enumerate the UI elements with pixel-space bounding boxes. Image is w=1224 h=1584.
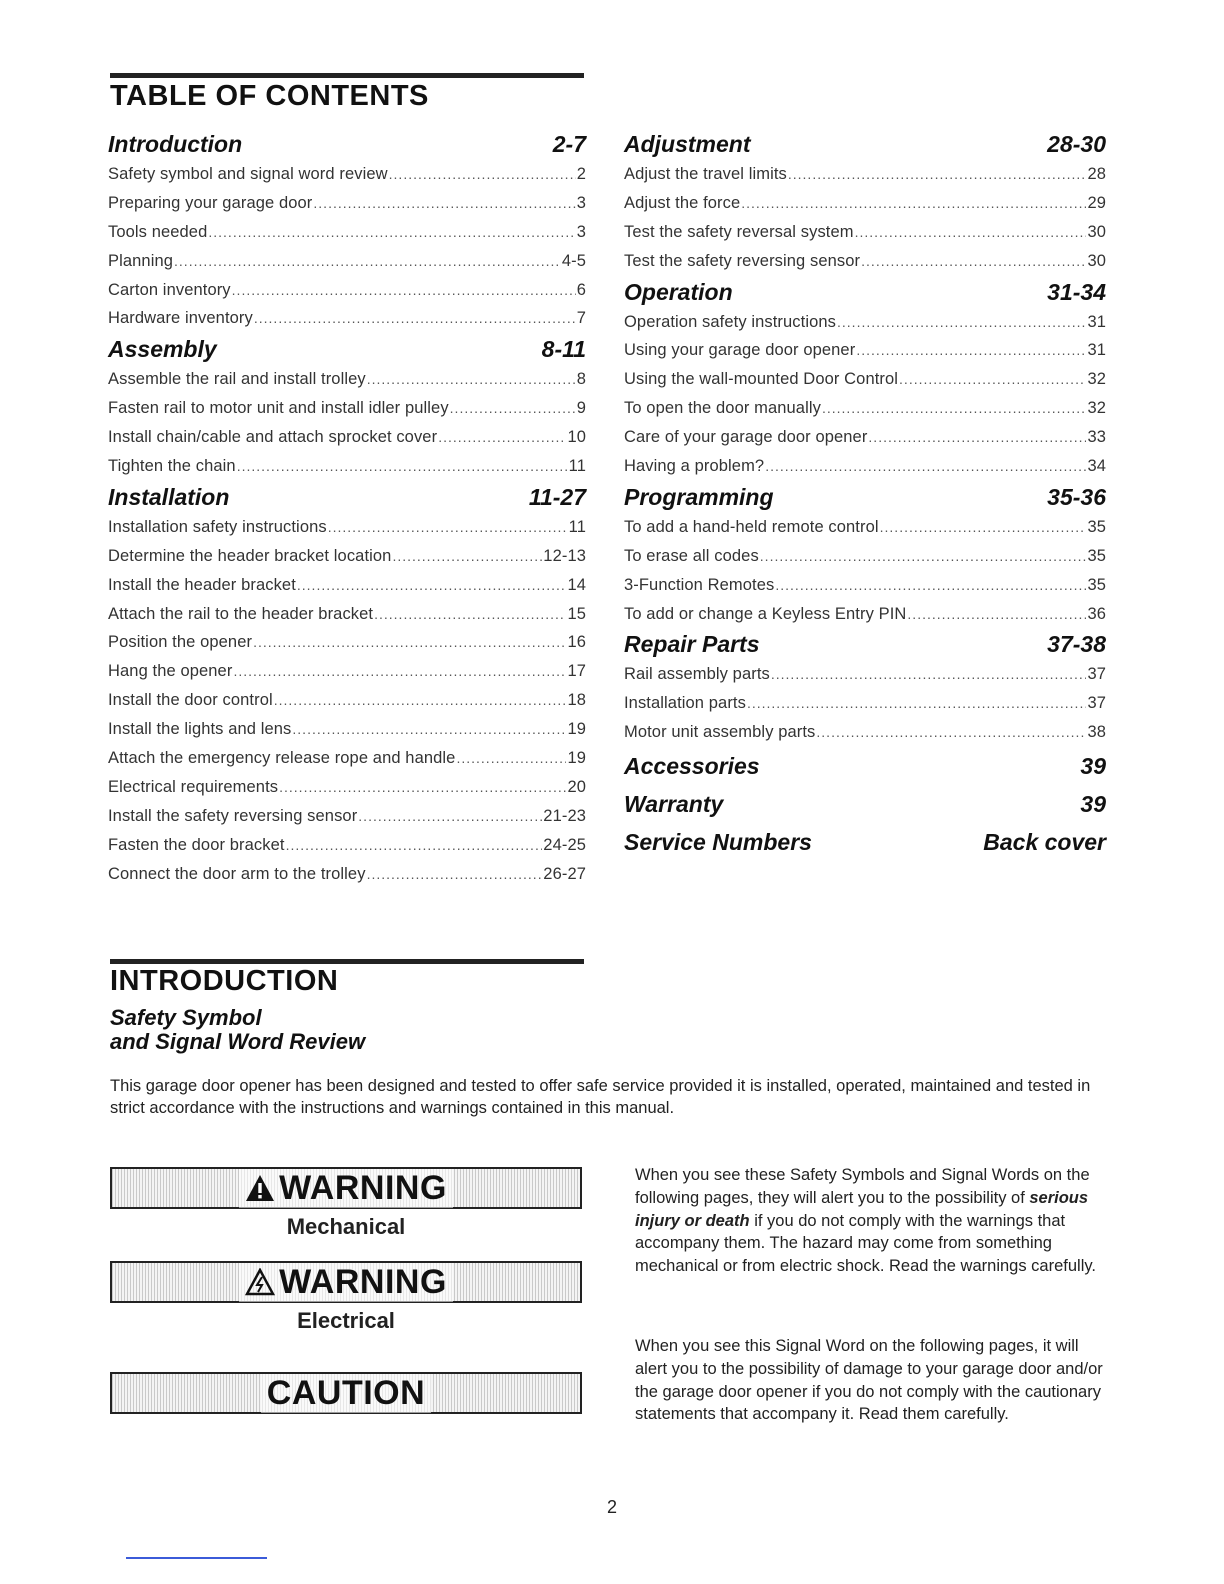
- toc-entry-text: Adjust the travel limits: [624, 165, 787, 183]
- toc-entry-page: 3: [576, 222, 586, 241]
- toc-entry-text: Hang the opener: [108, 662, 233, 681]
- toc-entry: [108, 513, 586, 542]
- toc-dot-leader: [208, 218, 575, 247]
- toc-dot-leader: [456, 744, 566, 773]
- toc-entry-text: 3-Function Remotes: [624, 575, 775, 594]
- toc-section-installation: [108, 481, 586, 513]
- toc-entry-page: 29: [1087, 193, 1106, 212]
- toc-dot-leader: [237, 452, 568, 481]
- toc-title: TABLE OF CONTENTS: [110, 80, 429, 112]
- toc-entry-text: Install chain/cable and attach sprocket cover: [108, 428, 438, 447]
- toc-entry-page: 33: [1087, 428, 1106, 447]
- toc-section-pages: 31-34: [1047, 278, 1106, 305]
- toc-entry-text: Test the safety reversal system: [624, 222, 854, 241]
- toc-entry: [108, 831, 586, 860]
- toc-entry: [624, 689, 1106, 718]
- toc-section-title: Assembly: [108, 336, 217, 363]
- toc-entry: [624, 660, 1106, 689]
- toc-entry-text: Adjust the force: [624, 193, 741, 212]
- toc-dot-leader: [837, 308, 1086, 337]
- toc-dot-leader: [392, 542, 542, 571]
- toc-entry-text: Safety symbol and signal word review: [108, 165, 388, 183]
- toc-entry-page: 31: [1087, 312, 1106, 331]
- toc-left-column: [108, 128, 586, 888]
- toc-entry-page: 10: [567, 428, 586, 447]
- toc-entry: [108, 542, 586, 571]
- toc-entry: [624, 218, 1106, 247]
- toc-entry-page: 34: [1087, 457, 1106, 476]
- toc-dot-leader: [747, 689, 1086, 718]
- toc-entry: [108, 571, 586, 600]
- toc-entry: [108, 247, 586, 276]
- toc-entry: [624, 336, 1106, 365]
- toc-entry-page: 28: [1087, 165, 1106, 183]
- toc-entry-text: Attach the rail to the header bracket: [108, 604, 374, 623]
- page-number: 2: [606, 1497, 617, 1517]
- toc-entry-text: Assemble the rail and install trolley: [108, 370, 366, 389]
- toc-entry-page: 19: [567, 720, 586, 739]
- toc-section-title: Installation: [108, 483, 230, 510]
- toc-section-title: Programming: [624, 483, 774, 510]
- toc-section-programming: [624, 481, 1106, 513]
- toc-dot-leader: [856, 336, 1086, 365]
- toc-entry-text: Rail assembly parts: [624, 665, 770, 684]
- toc-section-pages: 35-36: [1047, 483, 1106, 510]
- toc-dot-leader: [328, 513, 568, 542]
- toc-entry: [624, 718, 1106, 747]
- footer-line: [126, 1557, 267, 1559]
- toc-entry-text: Using the wall-mounted Door Control: [624, 370, 899, 389]
- toc-dot-leader: [358, 802, 542, 831]
- toc-entry: [108, 600, 586, 629]
- toc-entry-text: Motor unit assembly parts: [624, 723, 816, 742]
- toc-dot-leader: [861, 247, 1086, 276]
- toc-section-introduction: [108, 128, 586, 160]
- toc-entry-text: Operation safety instructions: [624, 312, 837, 331]
- toc-entry-page: 14: [567, 575, 586, 594]
- toc-dot-leader: [389, 160, 576, 189]
- toc-entry: [624, 160, 1106, 189]
- toc-entry-page: 35: [1087, 546, 1106, 565]
- toc-dot-leader: [367, 365, 576, 394]
- toc-section-assembly: [108, 333, 586, 365]
- toc-entry-text: Installation parts: [624, 694, 746, 713]
- warning-caption-mechanical: Mechanical: [286, 1214, 406, 1239]
- toc-section-pages: 11-27: [528, 483, 586, 510]
- toc-dot-leader: [174, 247, 561, 276]
- toc-entry-text: Using your garage door opener: [624, 341, 856, 360]
- toc-entry-page: 37: [1087, 694, 1106, 713]
- toc-entry: [108, 394, 586, 423]
- toc-section-accessories: [624, 747, 1106, 785]
- toc-entry-text: Care of your garage door opener: [624, 428, 868, 447]
- toc-dot-leader: [907, 600, 1086, 629]
- toc-section-pages: 2-7: [552, 131, 586, 157]
- toc-entry-text: Connect the door arm to the trolley: [108, 864, 366, 883]
- toc-dot-leader: [253, 628, 566, 657]
- toc-entry-page: 12-13: [543, 546, 586, 565]
- toc-section-title: Introduction: [108, 131, 243, 157]
- toc-entry-text: To open the door manually: [624, 399, 821, 418]
- toc-section-title: Warranty: [624, 791, 724, 818]
- toc-entry-page: 38: [1087, 723, 1106, 742]
- warning-word-mechanical: WARNING: [279, 1168, 447, 1207]
- serious-injury-emphasis: serious injury or death: [635, 1188, 1089, 1230]
- toc-entry-page: 17: [567, 662, 586, 681]
- toc-entry-page: 35: [1087, 575, 1106, 594]
- toc-section-service-numbers: [624, 823, 1106, 861]
- toc-dot-leader: [816, 718, 1086, 747]
- toc-entry-page: 11: [568, 457, 586, 476]
- toc-dot-leader: [367, 860, 543, 889]
- toc-entry-text: Install the safety reversing sensor: [108, 806, 358, 825]
- toc-entry: [624, 394, 1106, 423]
- toc-dot-leader: [868, 423, 1086, 452]
- toc-entry-page: 6: [576, 280, 586, 299]
- toc-entry: [624, 189, 1106, 218]
- intro-paragraph: This garage door opener has been designed and tested to offer safe service provided it is installed, operated, maintained and tested in strict accordance with the instructions and warnings contained in this manual.: [110, 1077, 1091, 1117]
- toc-entry: [624, 365, 1106, 394]
- toc-entry-page: 18: [567, 691, 586, 710]
- toc-section-title: Accessories: [624, 753, 760, 780]
- toc-dot-leader: [286, 831, 543, 860]
- toc-entry-text: Install the door control: [108, 691, 273, 710]
- toc-dot-leader: [788, 160, 1087, 189]
- toc-dot-leader: [760, 542, 1087, 571]
- toc-entry-page: 8: [576, 370, 586, 389]
- toc-entry-page: 32: [1087, 370, 1106, 389]
- toc-entry: [108, 744, 586, 773]
- toc-entry: [624, 571, 1106, 600]
- toc-entry-page: 11: [568, 517, 586, 536]
- toc-entry: [624, 452, 1106, 481]
- toc-entry-page: 20: [567, 777, 586, 796]
- intro-subtitle-line2: and Signal Word Review: [110, 1029, 366, 1054]
- toc-entry: [108, 773, 586, 802]
- toc-entry: [624, 513, 1106, 542]
- toc-entry: [108, 304, 586, 333]
- toc-dot-leader: [374, 600, 566, 629]
- toc-dot-leader: [313, 189, 575, 218]
- toc-section-title: Service Numbers: [624, 829, 812, 856]
- toc-dot-leader: [855, 218, 1087, 247]
- toc-entry-text: Install the header bracket: [108, 575, 296, 594]
- toc-entry-page: 2: [576, 165, 586, 183]
- toc-entry-text: Determine the header bracket location: [108, 546, 392, 565]
- toc-entry: [108, 365, 586, 394]
- toc-entry-page: 3: [576, 193, 586, 212]
- warning-electrical-box: [110, 1261, 582, 1303]
- toc-entry-text: To add a hand-held remote control: [624, 517, 879, 536]
- toc-entry-text: Tools needed: [108, 222, 208, 241]
- intro-subtitle-line1: Safety Symbol: [110, 1005, 262, 1030]
- caution-explanation: When you see this Signal Word on the following pages, it will alert you to the possibility of damage to your garage door and/or the garage door opener if you do not comply with the cautionary statements that accompany it. Read them carefully.: [635, 1337, 1103, 1424]
- toc-entry-page: 35: [1087, 517, 1106, 536]
- toc-entry-text: Position the opener: [108, 633, 253, 652]
- toc-entry-page: 4-5: [561, 251, 586, 270]
- toc-section-title: Repair Parts: [624, 631, 760, 658]
- toc-entry-page: 21-23: [543, 806, 586, 825]
- toc-entry: [624, 542, 1106, 571]
- toc-section-pages: 39: [1080, 753, 1106, 780]
- toc-entry-page: 19: [567, 749, 586, 768]
- toc-dot-leader: [899, 365, 1086, 394]
- toc-entry: [108, 802, 586, 831]
- toc-entry-text: To erase all codes: [624, 546, 759, 565]
- toc-entry-text: Attach the emergency release rope and handle: [108, 749, 456, 768]
- toc-section-title: Adjustment: [624, 131, 751, 157]
- toc-entry-text: Carton inventory: [108, 280, 231, 299]
- toc-section-adjustment: [624, 128, 1106, 160]
- toc-dot-leader: [232, 276, 576, 305]
- toc-entry: [108, 423, 586, 452]
- toc-dot-leader: [822, 394, 1086, 423]
- toc-section-pages: 37-38: [1047, 631, 1106, 658]
- exclamation-triangle-icon: [245, 1174, 275, 1202]
- toc-entry-page: 31: [1087, 341, 1106, 360]
- toc-entry-text: Hardware inventory: [108, 309, 253, 328]
- warning-word-electrical: WARNING: [279, 1262, 447, 1301]
- toc-entry: [108, 628, 586, 657]
- toc-section-repair-parts: [624, 628, 1106, 660]
- toc-entry: [108, 218, 586, 247]
- warning-explanation: When you see these Safety Symbols and Signal Words on the following pages, they will alert you to the possibility of serious injury or death if you do not comply with the warnings that accompany them. The hazard may come from something mechanical or from electric shock. Read the warnings carefully.: [635, 1166, 1096, 1276]
- toc-dot-leader: [274, 686, 567, 715]
- toc-section-pages: Back cover: [983, 829, 1106, 856]
- toc-entry-page: 30: [1087, 222, 1106, 241]
- toc-entry-text: Electrical requirements: [108, 777, 279, 796]
- toc-entry-text: Fasten rail to motor unit and install idler pulley: [108, 399, 449, 418]
- toc-entry-page: 26-27: [543, 864, 586, 883]
- toc-section-pages: 8-11: [541, 336, 586, 363]
- toc-entry: [108, 860, 586, 889]
- toc-entry-page: 30: [1087, 251, 1106, 270]
- toc-entry-text: Installation safety instructions: [108, 517, 327, 536]
- toc-dot-leader: [775, 571, 1086, 600]
- toc-entry: [108, 657, 586, 686]
- toc-entry: [108, 276, 586, 305]
- toc-entry-text: Fasten the door bracket: [108, 835, 285, 854]
- toc-entry-text: Having a problem?: [624, 457, 765, 476]
- toc-entry: [624, 247, 1106, 276]
- toc-entry-page: 16: [567, 633, 586, 652]
- toc-entry-text: Test the safety reversing sensor: [624, 251, 861, 270]
- toc-entry-text: Planning: [108, 251, 174, 270]
- toc-entry: [624, 600, 1106, 629]
- toc-entry-page: 32: [1087, 399, 1106, 418]
- toc-entry-page: 15: [567, 604, 586, 623]
- toc-entry-text: To add or change a Keyless Entry PIN: [624, 604, 907, 623]
- toc-entry-text: Install the lights and lens: [108, 720, 292, 739]
- toc-entry-page: 37: [1087, 665, 1106, 684]
- toc-entry-page: 24-25: [543, 835, 586, 854]
- toc-dot-leader: [233, 657, 566, 686]
- toc-entry-text: Preparing your garage door: [108, 193, 313, 212]
- toc-dot-leader: [765, 452, 1086, 481]
- toc-right-column: [624, 128, 1106, 861]
- toc-dot-leader: [438, 423, 566, 452]
- toc-dot-leader: [297, 571, 567, 600]
- toc-dot-leader: [771, 660, 1087, 689]
- intro-title: INTRODUCTION: [110, 965, 339, 997]
- toc-entry-page: 9: [576, 399, 586, 418]
- toc-section-warranty: [624, 785, 1106, 823]
- toc-entry: [108, 715, 586, 744]
- intro-top-rule: [110, 959, 584, 964]
- toc-dot-leader: [279, 773, 566, 802]
- toc-dot-leader: [292, 715, 566, 744]
- toc-entry-page: 36: [1087, 604, 1106, 623]
- toc-entry-page: 7: [576, 309, 586, 328]
- toc-dot-leader: [880, 513, 1087, 542]
- caution-box: [110, 1372, 582, 1414]
- toc-entry: [108, 686, 586, 715]
- toc-dot-leader: [450, 394, 576, 423]
- electric-shock-triangle-icon: [245, 1268, 275, 1296]
- warning-caption-electrical: Electrical: [297, 1308, 395, 1333]
- toc-section-pages: 39: [1080, 791, 1106, 818]
- toc-entry: [108, 160, 586, 189]
- toc-section-title: Operation: [624, 278, 733, 305]
- warning-mechanical-box: [110, 1167, 582, 1209]
- toc-entry: [108, 452, 586, 481]
- toc-dot-leader: [741, 189, 1086, 218]
- caution-word: CAUTION: [266, 1373, 426, 1412]
- toc-top-rule: [110, 73, 584, 78]
- toc-section-operation: [624, 276, 1106, 308]
- toc-dot-leader: [254, 304, 576, 333]
- toc-entry: [624, 308, 1106, 337]
- toc-section-pages: 28-30: [1047, 131, 1106, 157]
- toc-entry: [624, 423, 1106, 452]
- toc-entry-text: Tighten the chain: [108, 457, 236, 476]
- toc-entry: [108, 189, 586, 218]
